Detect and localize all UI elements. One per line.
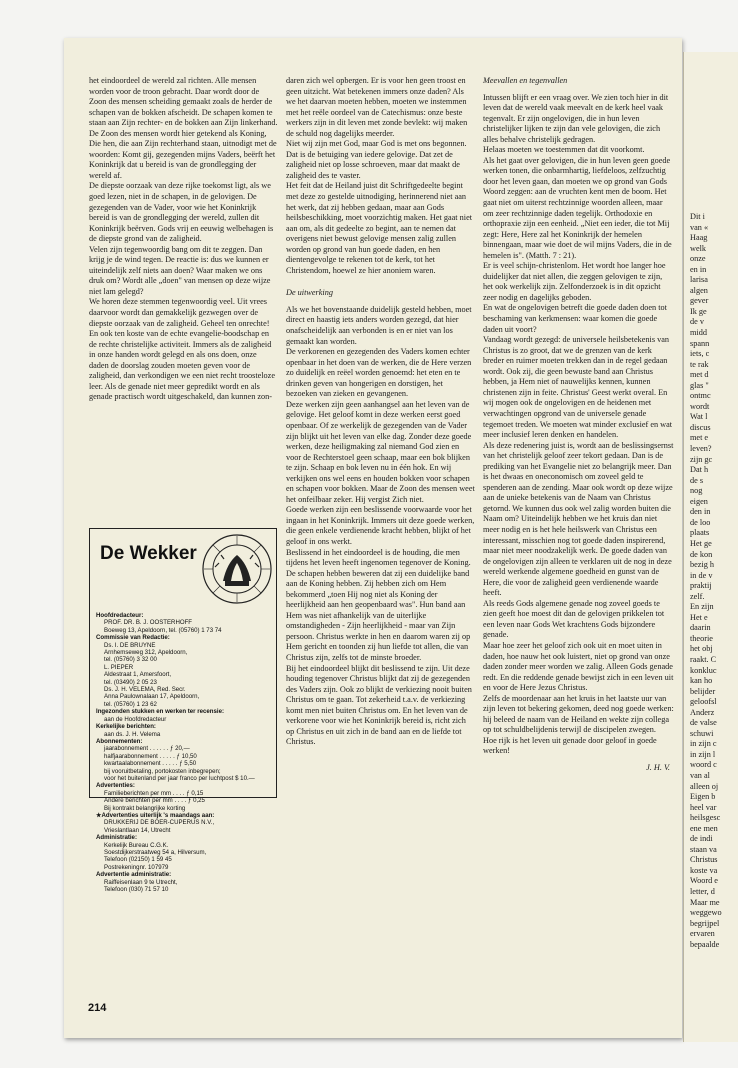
masthead-line: L. PIEPER bbox=[104, 663, 134, 671]
adjacent-line: van « bbox=[690, 222, 709, 232]
masthead-heading: Hoofdredacteur: bbox=[96, 612, 144, 619]
section-title-meevallen: Meevallen en tegenvallen bbox=[483, 76, 568, 85]
adjacent-line: larisa bbox=[690, 275, 708, 285]
adjacent-line: zijn gc bbox=[690, 454, 713, 464]
adjacent-line: heilsgesc bbox=[690, 813, 721, 823]
adjacent-line: heel var bbox=[690, 802, 717, 812]
adjacent-line: belijder bbox=[690, 686, 716, 696]
masthead-line: Arnhemseweg 312, Apeldoorn, bbox=[104, 649, 188, 657]
adjacent-line: wordt bbox=[690, 401, 710, 411]
paragraph: het eindoordeel de wereld zal richten. Alle mensen worden voor de troon gebracht. Daar wordt door de Zoon des mensen scheiding gemaakt zoals de herder de schapen van de bokken afscheidt. De schapen komen te staan aan Zijn rechter- en de bokken aan Zijn linkerhand. De Zoon des mensen wordt hier getekend als Koning, Die hen, die aan Zijn rechterhand staan, uitnodigt met de woorden: Komt gij, gezegenden mijns Vaders, beërft het Koninkrijk dat u bereid is van de grondlegging der wereld af. bbox=[89, 76, 278, 180]
adjacent-line: geloofsl bbox=[690, 697, 717, 707]
adjacent-line: bezig h bbox=[690, 560, 715, 570]
masthead-line: Telefoon (02150) 1 59 45 bbox=[104, 856, 172, 864]
paragraph: Bij het eindoordeel blijkt dit beslissend te zijn. Uit deze houding tegenover Christus blijkt dat zij de gezegenden des Vaders zijn. Ook zo blijkt de verkiezing nooit buiten Christus om te gaan. Tot zekerheid t.a.v. de verkiezing komt men niet buiten Christus om. En het leven van de verkorene voor wie het Koninkrijk bereid is, richt zich op Christus en uit zich in de band aan en de liefde tot Christus. bbox=[286, 663, 472, 747]
adjacent-line: de loo bbox=[690, 517, 711, 527]
page-number: 214 bbox=[88, 1002, 107, 1014]
masthead-info bbox=[96, 612, 272, 893]
masthead-heading: Abonnementen: bbox=[96, 737, 143, 745]
adjacent-line: kan ho bbox=[690, 676, 713, 686]
paragraph: Helaas moeten we toestemmen dat dit voorkomt. bbox=[483, 145, 645, 155]
adjacent-line: glas " bbox=[690, 380, 709, 390]
adjacent-line: den in bbox=[690, 507, 711, 517]
adjacent-line: letter, d bbox=[690, 887, 715, 896]
adjacent-line: met e bbox=[690, 433, 709, 443]
adjacent-line: spann bbox=[690, 338, 710, 348]
masthead-line: Bij kontrakt belangrijke korting bbox=[104, 804, 186, 812]
adjacent-line: de v bbox=[690, 317, 704, 327]
adjacent-line: Woord e bbox=[690, 876, 718, 886]
adjacent-line: schuwi bbox=[690, 728, 714, 738]
adjacent-line: Dat h bbox=[690, 465, 709, 475]
adjacent-line: raakt. C bbox=[690, 654, 717, 664]
paragraph: De verkorenen en gezegenden des Vaders komen echter openbaar in het doen van de werken, die de Here verzen zo duidelijk en reëel worden genoemd: het eten en te drinken geven van hongerigen en dorstigen, het bezoeken van zieken en gevangenen. bbox=[286, 347, 472, 399]
paragraph: Er is veel schijn-christenlom. Het wordt hoe langer hoe duidelijker dat niet allen, die zeggen gelovigen te zijn, het ook werkelijk zijn. Zelfonderzoek is in dit opzicht zeer nodig en dagelijks geboden. bbox=[483, 261, 666, 302]
paragraph: Zelfs de moordenaar aan het kruis in het laatste uur van zijn leven tot bekering gekomen, deed nog goede werken: hij beleed de naam van de Heiland en wekte zijn collega op tot schuldbelijdenis terwijl de discipelen zwegen. bbox=[483, 693, 674, 735]
adjacent-line: met d bbox=[690, 370, 709, 380]
adjacent-line: Het ge bbox=[690, 538, 712, 548]
masthead-line: aan de Hoofdredacteur bbox=[104, 715, 167, 723]
paragraph: Deze werken zijn geen aanhangsel aan het leven van de gelovige. Het geloof komt in deze werken eerst goed openbaar. Of ze werkelijk de gezegenden van de Vader zijn blijkt uit het leven van elke dag. Zonder deze goede werken, deze heiligmaking zal niemand God zien en voor de Rechterstoel geen schaap, maar een bok blijken te zijn. Schaap en bok leven nu in één hok. En wij verkijken ons wel eens en houden bokken voor schapen en schapen voor bokken. Maar de Zoon des mensen weet het onfeilbaar zeker. Hij vergist Zich niet. bbox=[286, 399, 475, 504]
paragraph: daren zich wel opbergen. Er is voor hen geen troost en geen uitzicht. Wat betekenen immers onze daden? Als we het daarvan moeten hebben, moeten we instemmen met het reële oordeel van de Catechismus: onze beste werkers zijn in dit leven met zonde bevlekt: wij maken de schuld nog dagelijks meerder. bbox=[286, 76, 468, 138]
section-title-uitwerking: De uitwerking bbox=[286, 288, 333, 298]
column-3 bbox=[483, 76, 674, 774]
masthead-line: DRUKKERIJ DE BOER-CUPERUS N.V., bbox=[104, 819, 215, 827]
adjacent-line: konkluc bbox=[690, 665, 717, 675]
paragraph: We horen deze stemmen tegenwoordig veel. Uit vrees daarvoor wordt dan gemakkelijk gezwegen over de diepste oorzaak van de zaligheid. Geheel ten onrechte! En ook ten koste van de echte evangelie-boodschap en de rechte christelijke activiteit. Immers als de zaligheid in onze handen wordt gelegd en als ons doen, onze daden de doorslag zouden moeten geven voor de zaligheid, dan verkondigen we een niet recht troosteloze leer. Als de genade niet meer gepredikt wordt en als genade practisch wordt uitgeschakeld, dan kunnen zon- bbox=[89, 297, 276, 402]
adjacent-line: en in bbox=[690, 264, 707, 274]
paragraph: Maar hoe zeer het geloof zich ook uit en moet uiten in daden, hoe nauw het ook luistert, niet op grond van onze daden zonder meer worden we zalig. Alleen Gods genade redt. En die reddende genade bewijst zich in een leven uit en voor de Here Jezus Christus. bbox=[483, 640, 674, 693]
adjacent-line: weggewo bbox=[690, 908, 722, 918]
adjacent-line: van al bbox=[690, 770, 710, 780]
adjacent-line: de valse bbox=[690, 718, 717, 728]
paragraph: Hoe rijk is het leven uit genade door geloof in goede werken! bbox=[483, 735, 657, 756]
masthead-line: Kerkelijk Bureau C.G.K. bbox=[104, 841, 169, 849]
masthead-heading: Advertentie administratie: bbox=[96, 871, 172, 879]
masthead-line: Aldestraat 1, Amersfoort, bbox=[104, 671, 172, 679]
adjacent-line: bepaalde bbox=[690, 939, 720, 949]
masthead-title: De Wekker bbox=[100, 543, 197, 564]
adjacent-line: Eigen b bbox=[690, 792, 716, 802]
adjacent-line: Het e bbox=[690, 612, 708, 622]
adjacent-line: Maar me bbox=[690, 897, 720, 907]
masthead-heading: Ingezonden stukken en werken ter recensie: bbox=[96, 708, 225, 716]
adjacent-line: onze bbox=[690, 254, 706, 264]
adjacent-line: plaats bbox=[690, 528, 710, 538]
adjacent-line: in de v bbox=[690, 570, 713, 580]
masthead-heading: Kerkelijke berichten: bbox=[96, 723, 156, 731]
paragraph: Als deze redenering juist is, wordt aan de beslissingsernst van het christelijk geloof zeer tekort gedaan. Dan is de prediking van het Evangelie niet zo belangrijk meer. Dan is het dwaas en oneconomisch om zoveel geld te spenderen aan de zending. Maar ook wordt op deze wijze aan de unieke betekenis van de Naam van Christus getornd. We kunnen dus ook wel zalig worden buiten die Naam om? Uiteindelijk hebben we het kruis dan niet meer nodig en is het hele heilswerk van Christus een interessant, misschien nog tot goede daden inspirerend, maar niet meer noodzakelijk werk. De goede daden van de ongelovigen zijn alleen te verklaren uit de nog in deze wereld werkende algemene goedheid en gunst van de Here, die voor de zaligheid geen verdienende waarde heeft. bbox=[483, 440, 674, 598]
masthead-line: Boeweg 13, Apeldoorn, tel. (05760) 1 73 74 bbox=[104, 626, 222, 634]
masthead-line: kwartaalabonnement . . . . . ƒ 5,50 bbox=[104, 760, 197, 768]
masthead-box bbox=[89, 528, 277, 894]
paragraph: Als het gaat over gelovigen, die in hun leven geen goede werken tonen, die onbarmhartig, liefdeloos, zelfzuchtig door het leven gaan, dan moeten we op grond van Gods Woord zeggen: aan de vruchten kent men de boom. Het gaat niet om uiterst rechtzinnige woorden alleen, maar om zeer rechtzinnige daden tegelijk. Orthodoxie en orthopraxie zijn een eenheid. „Niet een ieder, die tot Mij zegt: Here, Here zal het Koninkrijk der hemelen binnengaan, maar wie doet de wil mijns Vaders, die in de hemelen is". (Matth. 7 : 21). bbox=[483, 155, 672, 260]
emblem-icon bbox=[201, 533, 273, 605]
adjacent-line: ontmc bbox=[690, 391, 711, 401]
paragraph: Als reeds Gods algemene genade nog zoveel goeds te zien geeft hoe moest dit dan de gelovigen prikkelen tot een leven naar Gods Wet krachtens Gods bijzondere genade. bbox=[483, 598, 665, 640]
adjacent-line: Ik ge bbox=[690, 306, 707, 316]
adjacent-line: theorie bbox=[690, 633, 713, 643]
paragraph: Het feit dat de Heiland juist dit Schriftgedeelte begint met deze zo gestelde uitnodiging, herinnerend niet aan het werk, dat zij hebben gedaan, maar aan Gods heilsbeschikking, moet voorzichtig maken. Het gaat niet aan om, als dit gedeelte zo begint, aan te nemen dat overigens niet bewust gelovige mensen zalig zullen worden op grond van hun goede daden, en hen dientengevolge te rekenen tot de kerk, tot het Christendom, hoewel ze hier anoniem waren. bbox=[286, 181, 473, 275]
masthead-line: Andere berichten per mm . . . . ƒ 0,25 bbox=[104, 797, 205, 805]
adjacent-line: praktij bbox=[690, 581, 712, 591]
adjacent-line: de indi bbox=[690, 834, 713, 844]
masthead-line: halfjaarabonnement . . . . . ƒ 10,50 bbox=[104, 752, 197, 760]
adjacent-line: begrijpel bbox=[690, 918, 720, 928]
adjacent-line: daarin bbox=[690, 623, 711, 633]
masthead-heading: Advertenties: bbox=[96, 782, 135, 790]
adjacent-line: Anderz bbox=[690, 707, 715, 717]
masthead-line: aan ds. J. H. Velema bbox=[104, 730, 161, 738]
adjacent-line: in zijn l bbox=[690, 749, 716, 759]
masthead-line: Soestdijkerstraatweg 54 a, Hilversum, bbox=[104, 849, 207, 856]
paragraph: Niet wij zijn met God, maar God is met ons begonnen. Dat is de betuiging van iedere gelovige. Dat zet de zaligheid niet op losse schroeven, maar dat maakt de zaligheid des te vaster. bbox=[286, 139, 467, 180]
adjacent-line: Christus bbox=[690, 855, 718, 865]
adjacent-line: koste va bbox=[690, 865, 718, 875]
adjacent-line: Dit i bbox=[690, 212, 705, 221]
adjacent-line: discus bbox=[690, 422, 711, 432]
masthead-line: Vrieslantlaan 14, Utrecht bbox=[104, 826, 171, 834]
paragraph: Velen zijn tegenwoordig bang om dit te zeggen. Dan krijg je de wind tegen. De reactie is: dus we kunnen er uiteindelijk zelf niets aan doen? Waar maken we ons druk om? Wordt alle „doen" van mensen op deze wijze niet lam gelegd? bbox=[89, 244, 271, 296]
masthead-heading: Administratie: bbox=[96, 834, 137, 842]
adjacent-line: het obj bbox=[690, 644, 713, 654]
adjacent-line: te rak bbox=[690, 359, 709, 369]
adjacent-line: in zijn c bbox=[690, 739, 717, 749]
adjacent-line: eigen bbox=[690, 496, 708, 506]
adjacent-line: En zijn bbox=[690, 602, 714, 612]
paragraph: Goede werken zijn een beslissende voorwaarde voor het ingaan in het Koninkrijk. Immers uit deze goede werken, die geen enkele verdienende kracht hebben, blijkt of het geloof in ons werkt. bbox=[286, 505, 475, 546]
masthead-line: Postrekeningnr. 107979 bbox=[104, 863, 169, 871]
paragraph: Als we het bovenstaande duidelijk gesteld hebben, moet direct en haastig iets anders worden gezegd, dat hier onafscheidelijk aan verbonden is en er niet van los gemaakt kan worden. bbox=[286, 304, 472, 346]
masthead-line: tel. (03490) 2 05 23 bbox=[104, 678, 157, 686]
masthead-line: Ds. I. DE BRUYNE bbox=[104, 641, 156, 649]
adjacent-line: ene men bbox=[690, 823, 718, 833]
masthead-line: PROF. DR. B. J. OOSTERHOFF bbox=[104, 619, 193, 627]
adjacent-line: staan va bbox=[690, 844, 717, 854]
author-signature: J. H. V. bbox=[646, 763, 670, 772]
adjacent-line: Wat l bbox=[690, 412, 708, 422]
paragraph: Intussen blijft er een vraag over. We zien toch hier in dit leven dat de wereld vaak meevalt en de kerk heel vaak tegenvalt. Er zijn ongelovigen, die in hun leven christelijker lijken te zijn dan vele gelovigen, die zich alles behalve christelijk gedragen. bbox=[483, 92, 669, 144]
adjacent-line: iets, c bbox=[690, 349, 710, 359]
masthead-line: Ds. J. H. VELEMA, Red. Secr. bbox=[104, 686, 186, 694]
adjacent-line: leven? bbox=[690, 444, 712, 454]
masthead-line: Familieberichten per mm . . . . ƒ 0,15 bbox=[104, 789, 204, 797]
masthead-line: jaarabonnement . . . . . . ƒ 20,— bbox=[104, 745, 190, 753]
paragraph: En wat de ongelovigen betreft die goede daden doen tot beschaming van kerkmensen: waar komen die goede daden uit voort? bbox=[483, 303, 667, 334]
adjacent-line: alleen oj bbox=[690, 781, 719, 791]
masthead-heading: Commissie van Redactie: bbox=[96, 634, 170, 642]
paragraph: Beslissend in het eindoordeel is de houding, die men tijdens het leven heeft ingenomen tegenover de Koning. De schapen hebben beweren dat zij een duidelijke band aan de Koning hebben. Zij hebben zich om Hem bekommerd „toen Hij nog niet als Koning der heerlijkheid aan hen geopenbaard was". Hun band aan Hem was niet afhankelijk van de uiterlijke omstandigheden - Zijn heerlijkheid - maar van Zijn persoon. Christus werkte in hen en daarom waren zij op Hem gericht en toonden zij hun liefde tot allen, die van Christus zijn, zelfs tot de minste broeder. bbox=[286, 547, 471, 662]
adjacent-page-text bbox=[690, 212, 722, 950]
adjacent-line: Haag bbox=[690, 233, 708, 243]
masthead-line: Telefoon (030) 71 57 10 bbox=[104, 886, 169, 894]
paragraph: De diepste oorzaak van deze rijke toekomst ligt, als we goed lezen, niet in de schapen, in de gelovigen. De gezegenden van de Vader, voor wie het Koninkrijk bereid is van de grondlegging der wereld, zullen dit Koninkrijk beërven. Gods vrij en eeuwig welbehagen is de diepste grond van de zaligheid. bbox=[89, 181, 274, 244]
adjacent-line: woord c bbox=[690, 760, 717, 770]
adjacent-line: midd bbox=[690, 328, 707, 338]
adjacent-page bbox=[683, 52, 738, 1042]
adjacent-line: welk bbox=[690, 243, 707, 253]
adjacent-line: de kon bbox=[690, 549, 713, 559]
adjacent-line: algen bbox=[690, 285, 708, 295]
masthead-heading: ★Advertenties uiterlijk 's maandags aan: bbox=[96, 811, 215, 819]
adjacent-line: nog bbox=[690, 486, 703, 496]
adjacent-line: ervaren bbox=[690, 929, 715, 939]
masthead-line: Anna Paulownalaan 17, Apeldoorn, bbox=[104, 693, 200, 701]
masthead-line: tel. (05760) 1 23 62 bbox=[104, 700, 157, 708]
masthead-line: Raiffeisenlaan 9 te Utrecht, bbox=[104, 878, 178, 886]
masthead-line: voor het buitenland per jaar franco per luchtpost $ 10.— bbox=[104, 774, 255, 782]
column-1 bbox=[89, 76, 278, 403]
masthead-line: tel. (05760) 3 32 00 bbox=[104, 656, 157, 664]
paragraph: Vandaag wordt gezegd: de universele heilsbetekenis van Christus is zo groot, dat we de grenzen van de kerk breder en ruimer moeten trekken dan in de regel gedaan wordt. Ook zij, die geen bewuste band aan Christus hebben, ja Hem niet of nauwelijks kennen, kunnen christenen zijn in feite. Christus' Geest werkt overal. En wij mogen ook de ongelovigen en de heidenen met verwachtingen opgrond van de universele genade tegemoet treden. We moeten wat minder exclusief en wat meer inclusief leren denken en handelen. bbox=[483, 335, 673, 440]
masthead-line: bij vooruitbetaling, portokosten inbegrepen; bbox=[104, 767, 221, 775]
adjacent-line: gever bbox=[690, 296, 709, 306]
adjacent-line: zelf. bbox=[690, 591, 705, 601]
column-2 bbox=[286, 76, 475, 748]
adjacent-line: de s bbox=[690, 475, 704, 485]
